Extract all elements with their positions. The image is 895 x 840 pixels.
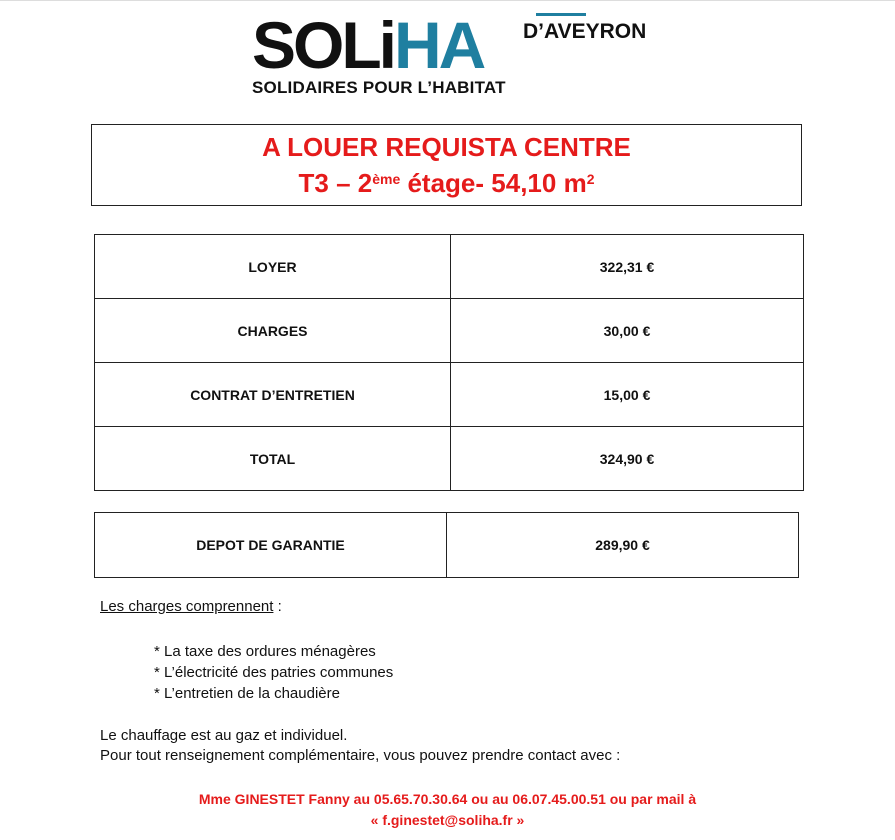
row-label: LOYER xyxy=(95,235,451,299)
row-value: 322,31 € xyxy=(451,235,804,299)
deposit-label: DEPOT DE GARANTIE xyxy=(95,513,447,578)
table-row xyxy=(95,299,804,363)
logo-tagline: SOLIDAIRES POUR L’HABITAT xyxy=(252,78,506,97)
table-row xyxy=(95,235,804,299)
charges-heading xyxy=(100,598,282,615)
logo-region: D’AVEYRON xyxy=(523,20,647,43)
row-value: 324,90 € xyxy=(451,427,804,491)
contact-block xyxy=(0,789,895,831)
page-top-border xyxy=(0,0,895,1)
charges-heading-text: Les charges comprennent xyxy=(100,598,274,615)
charges-heading-colon: : xyxy=(273,598,282,615)
listing-subtitle xyxy=(92,167,801,199)
listing-title: A LOUER REQUISTA CENTRE xyxy=(262,132,631,162)
subtitle-prefix: T3 – 2 xyxy=(298,168,373,198)
charges-list xyxy=(154,641,393,704)
list-item: * L’entretien de la chaudière xyxy=(154,685,340,702)
logo-accent-bar xyxy=(536,13,586,16)
info-block xyxy=(100,726,620,766)
logo-wordmark xyxy=(252,10,483,80)
row-value: 30,00 € xyxy=(451,299,804,363)
contact-phone-line: Mme GINESTET Fanny au 05.65.70.30.64 ou au 06.07.45.00.51 ou par mail à xyxy=(198,791,697,807)
table-row xyxy=(95,427,804,491)
row-label: CONTRAT D’ENTRETIEN xyxy=(95,363,451,427)
deposit-value: 289,90 € xyxy=(447,513,799,578)
listing-title-box xyxy=(91,124,802,206)
table-row xyxy=(95,513,799,578)
subtitle-middle: étage- 54,10 m xyxy=(400,168,587,198)
soliha-logo xyxy=(252,10,672,100)
list-item: * L’électricité des patries communes xyxy=(154,664,394,681)
subtitle-area-sup: 2 xyxy=(586,171,595,187)
list-item: * La taxe des ordures ménagères xyxy=(154,643,376,660)
rent-table xyxy=(94,234,804,491)
row-label: CHARGES xyxy=(95,299,451,363)
contact-email-line: « f.ginestet@soliha.fr » xyxy=(370,812,525,828)
deposit-table xyxy=(94,512,799,578)
row-value: 15,00 € xyxy=(451,363,804,427)
row-label: TOTAL xyxy=(95,427,451,491)
heating-info: Le chauffage est au gaz et individuel. xyxy=(100,727,348,744)
contact-intro: Pour tout renseignement complémentaire, vous pouvez prendre contact avec : xyxy=(100,747,621,764)
subtitle-floor-sup: ème xyxy=(372,171,401,187)
table-row xyxy=(95,363,804,427)
logo-wordmark-dark: SOLi xyxy=(252,8,395,82)
logo-wordmark-teal: HA xyxy=(394,8,484,82)
